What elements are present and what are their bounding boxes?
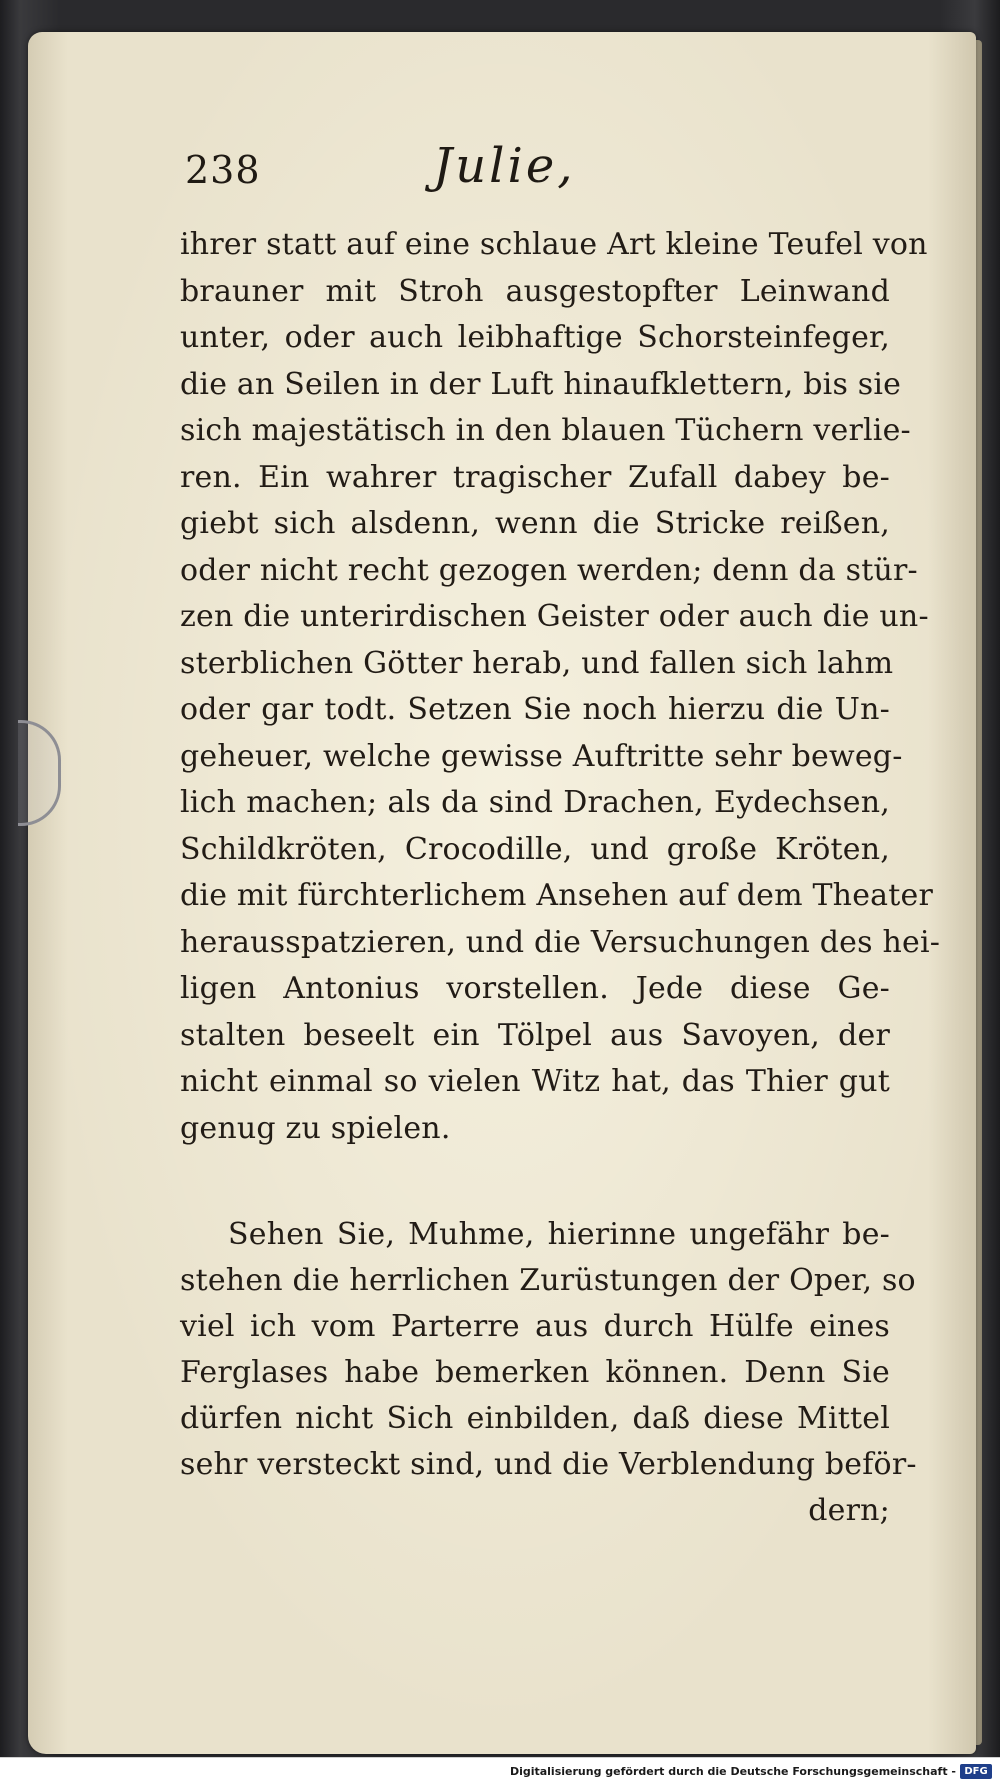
text-line: giebt sich alsdenn, wenn die Stricke reißen, xyxy=(180,506,890,541)
text-line: die mit fürchterlichem Ansehen auf dem Theater xyxy=(180,878,933,913)
text-line: geheuer, welche gewisse Auftritte sehr beweg- xyxy=(180,738,903,774)
text-line: Schildkröten, Crocodille, und große Kröten, xyxy=(180,831,890,867)
paragraph-1 xyxy=(180,222,941,1152)
text-line: nicht einmal so vielen Witz hat, das Thier gut xyxy=(180,1064,890,1099)
text-line: sehr versteckt sind, und die Verblendung beför- xyxy=(180,1447,917,1482)
text-line: genug zu spielen. xyxy=(180,1110,451,1146)
text-line: zen die unterirdischen Geister oder auch die un- xyxy=(180,599,929,634)
footer-bar xyxy=(0,1757,1000,1786)
paragraph-2 xyxy=(180,1212,917,1534)
text-line: ren. Ein wahrer tragischer Zufall dabey be- xyxy=(180,459,890,495)
text-line: unter, oder auch leibhaftige Schorsteinfeger, xyxy=(180,320,890,355)
page-number: 238 xyxy=(185,148,261,192)
text-line: sterblichen Götter herab, und fallen sich lahm xyxy=(180,645,894,681)
funding-notice: Digitalisierung gefördert durch die Deutsche Forschungsgemeinschaft - xyxy=(509,1765,956,1778)
text-line: ihrer statt auf eine schlaue Art kleine Teufel von xyxy=(180,227,928,262)
running-head: Julie, xyxy=(433,138,576,194)
dfg-logo: DFG xyxy=(960,1764,992,1779)
text-line: sich majestätisch in den blauen Tüchern verlie- xyxy=(180,413,911,448)
text-line: Ferglases habe bemerken können. Denn Sie xyxy=(180,1355,890,1390)
text-line: oder gar todt. Setzen Sie noch hierzu die Un- xyxy=(180,692,890,727)
text-line: stehen die herrlichen Zurüstungen der Oper, so xyxy=(180,1263,916,1298)
text-line: ligen Antonius vorstellen. Jede diese Ge- xyxy=(180,971,890,1006)
page-header xyxy=(185,138,885,208)
text-line: lich machen; als da sind Drachen, Eydechsen, xyxy=(180,785,890,820)
text-line: viel ich vom Parterre aus durch Hülfe eines xyxy=(180,1309,890,1344)
text-line: stalten beseelt ein Tölpel aus Savoyen, der xyxy=(180,1017,890,1053)
text-line: herausspatzieren, und die Versuchungen des hei- xyxy=(180,924,941,960)
catchword: dern; xyxy=(808,1493,890,1528)
text-line: die an Seilen in der Luft hinaufklettern, bis sie xyxy=(180,366,902,402)
text-line: dürfen nicht Sich einbilden, daß diese Mittel xyxy=(180,1401,890,1436)
text-line: oder nicht recht gezogen werden; denn da stür- xyxy=(180,552,918,588)
text-line: brauner mit Stroh ausgestopfter Leinwand xyxy=(180,273,890,309)
text-line: Sehen Sie, Muhme, hierinne ungefähr be- xyxy=(228,1217,890,1252)
